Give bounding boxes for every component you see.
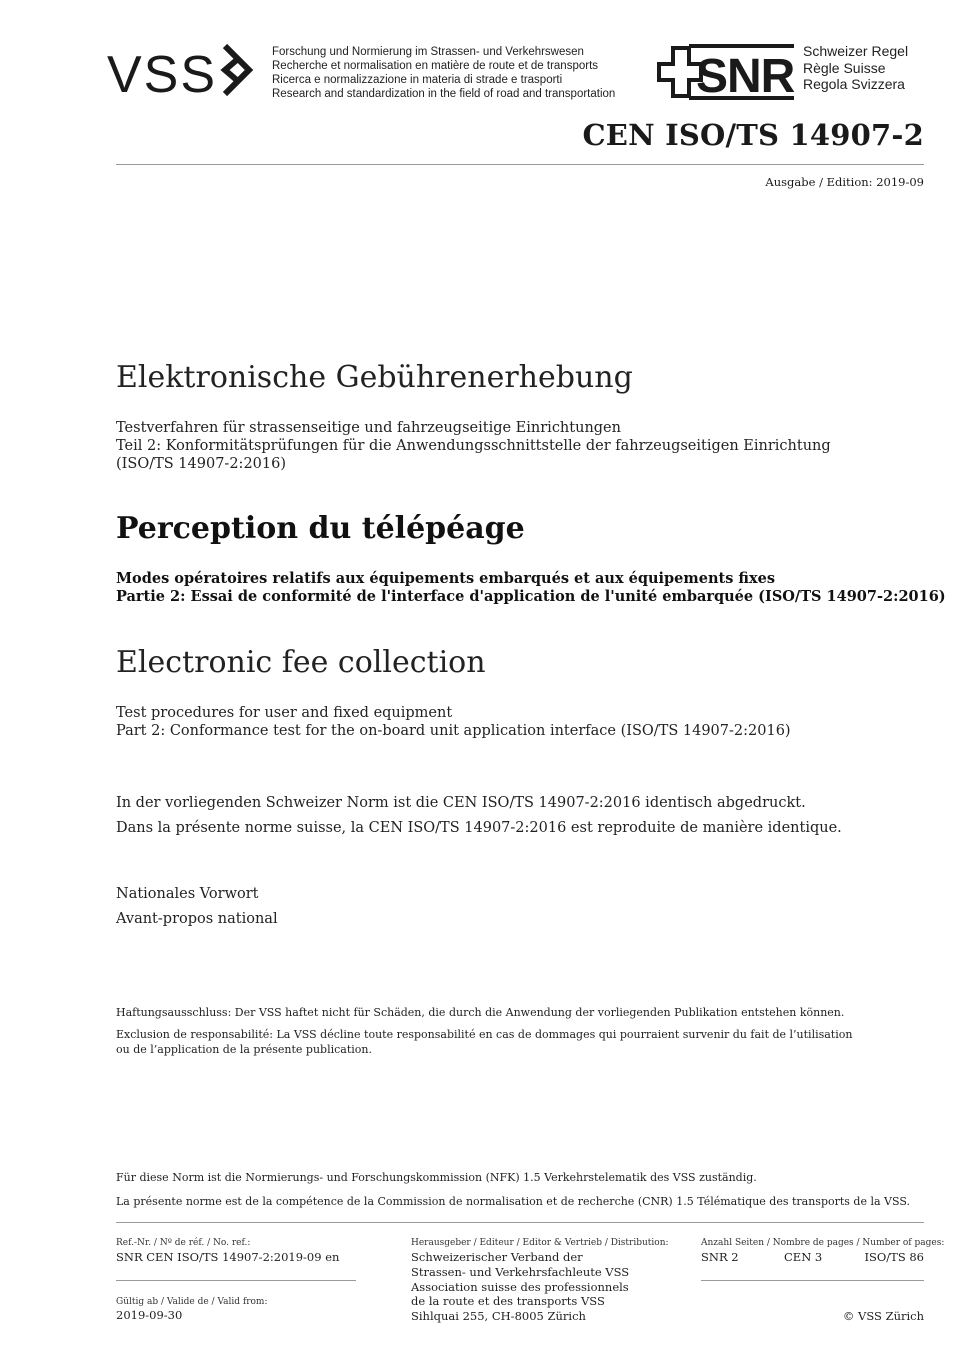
valid-from-label: Gültig ab / Valide de / Valid from: <box>116 1297 268 1307</box>
title-french: Perception du télépéage <box>116 511 525 546</box>
subtitle-english-line: Test procedures for user and fixed equipment <box>116 705 453 721</box>
foreword-german: Nationales Vorwort <box>116 886 259 902</box>
subtitle-french-line: Modes opératoires relatifs aux équipements embarqués et aux équipements fixes <box>116 570 776 587</box>
subtitle-german-line: Testverfahren für strassenseitige und fahrzeugseitige Einrichtungen <box>116 420 621 436</box>
snr-description <box>803 43 908 93</box>
statement-german: In der vorliegenden Schweizer Norm ist die CEN ISO/TS 14907-2:2016 identisch abgedruckt. <box>116 795 806 811</box>
reference-label: Ref.-Nr. / Nº de réf. / No. ref.: <box>116 1238 251 1248</box>
committee-french: La présente norme est de la compétence de la Commission de normalisation et de recherche (CNR) 1.5 Télématique des transports de la VSS. <box>116 1195 910 1208</box>
snr-logo-text: SNR <box>696 50 795 102</box>
publisher-line: Association suisse des professionnels <box>411 1279 629 1294</box>
page-count-cen: CEN 3 <box>784 1250 823 1264</box>
org-line-en: Research and standardization in the field of road and transportation <box>272 88 616 100</box>
standard-number: CEN ISO/TS 14907-2 <box>582 118 924 152</box>
org-line-it: Ricerca e normalizzazione in materia di strade e trasporti <box>272 74 563 86</box>
subtitle-english-line: Part 2: Conformance test for the on-board unit application interface (ISO/TS 14907-2:2016) <box>116 723 791 739</box>
disclaimer-french-line: Exclusion de responsabilité: La VSS décline toute responsabilité en cas de dommages qui pourraient survenir du fait de l’utilisation <box>116 1028 853 1041</box>
publisher-line: de la route et des transports VSS <box>411 1294 605 1309</box>
publisher-label: Herausgeber / Editeur / Editor & Vertrieb / Distribution: <box>411 1238 669 1248</box>
publisher-line: Sihlquai 255, CH-8005 Zürich <box>411 1309 586 1324</box>
reference-number: SNR CEN ISO/TS 14907-2:2019-09 en <box>116 1250 340 1264</box>
snr-line-fr: Règle Suisse <box>803 59 886 76</box>
page-count-iso: ISO/TS 86 <box>864 1250 924 1264</box>
snr-line-de: Schweizer Regel <box>803 43 909 59</box>
publisher-address <box>411 1250 629 1324</box>
footer-column-divider <box>701 1280 924 1281</box>
subtitle-german <box>116 419 831 473</box>
subtitle-english <box>116 704 791 740</box>
foreword-french: Avant-propos national <box>116 911 278 927</box>
vss-logo <box>107 40 267 100</box>
title-english: Electronic fee collection <box>116 645 486 680</box>
statement-french: Dans la présente norme suisse, la CEN ISO/TS 14907-2:2016 est reproduite de manière identique. <box>116 820 842 836</box>
org-line-fr: Recherche et normalisation en matière de route et de transports <box>272 60 599 72</box>
disclaimer-german: Haftungsausschluss: Der VSS haftet nicht für Schäden, die durch die Anwendung der vorliegenden Publikation entstehen können. <box>116 1006 845 1019</box>
committee-german: Für diese Norm ist die Normierungs- und Forschungskommission (NFK) 1.5 Verkehrstelematik des VSS zuständig. <box>116 1171 757 1184</box>
header-divider <box>116 164 924 165</box>
snr-line-it: Regola Svizzera <box>803 76 905 92</box>
edition-date: Ausgabe / Edition: 2019-09 <box>765 175 924 189</box>
valid-from-date: 2019-09-30 <box>116 1308 183 1322</box>
org-line-de: Forschung und Normierung im Strassen- und Verkehrswesen <box>272 46 584 58</box>
subtitle-german-line: Teil 2: Konformitätsprüfungen für die Anwendungsschnittstelle der fahrzeugseitigen Einrichtung <box>116 438 831 454</box>
disclaimer-french-line: ou de l’application de la présente publication. <box>116 1043 372 1056</box>
subtitle-french-line: Partie 2: Essai de conformité de l'interface d'application de l'unité embarquée (ISO/TS 14907-2:2016) <box>116 588 946 605</box>
subtitle-french <box>116 570 946 606</box>
disclaimer-french <box>116 1027 852 1057</box>
vss-logo-text: VSS <box>107 46 218 100</box>
page-count-snr: SNR 2 <box>701 1250 739 1264</box>
publisher-line: Strassen- und Verkehrsfachleute VSS <box>411 1264 630 1279</box>
organization-description <box>272 45 615 101</box>
copyright: © VSS Zürich <box>842 1309 924 1323</box>
title-german: Elektronische Gebührenerhebung <box>116 360 633 395</box>
page-count-label: Anzahl Seiten / Nombre de pages / Number of pages: <box>701 1238 945 1248</box>
subtitle-german-line: (ISO/TS 14907-2:2016) <box>116 456 286 472</box>
footer-column-divider <box>116 1280 356 1281</box>
footer-divider <box>116 1222 924 1223</box>
snr-logo <box>656 42 796 102</box>
publisher-line: Schweizerischer Verband der <box>411 1250 583 1264</box>
